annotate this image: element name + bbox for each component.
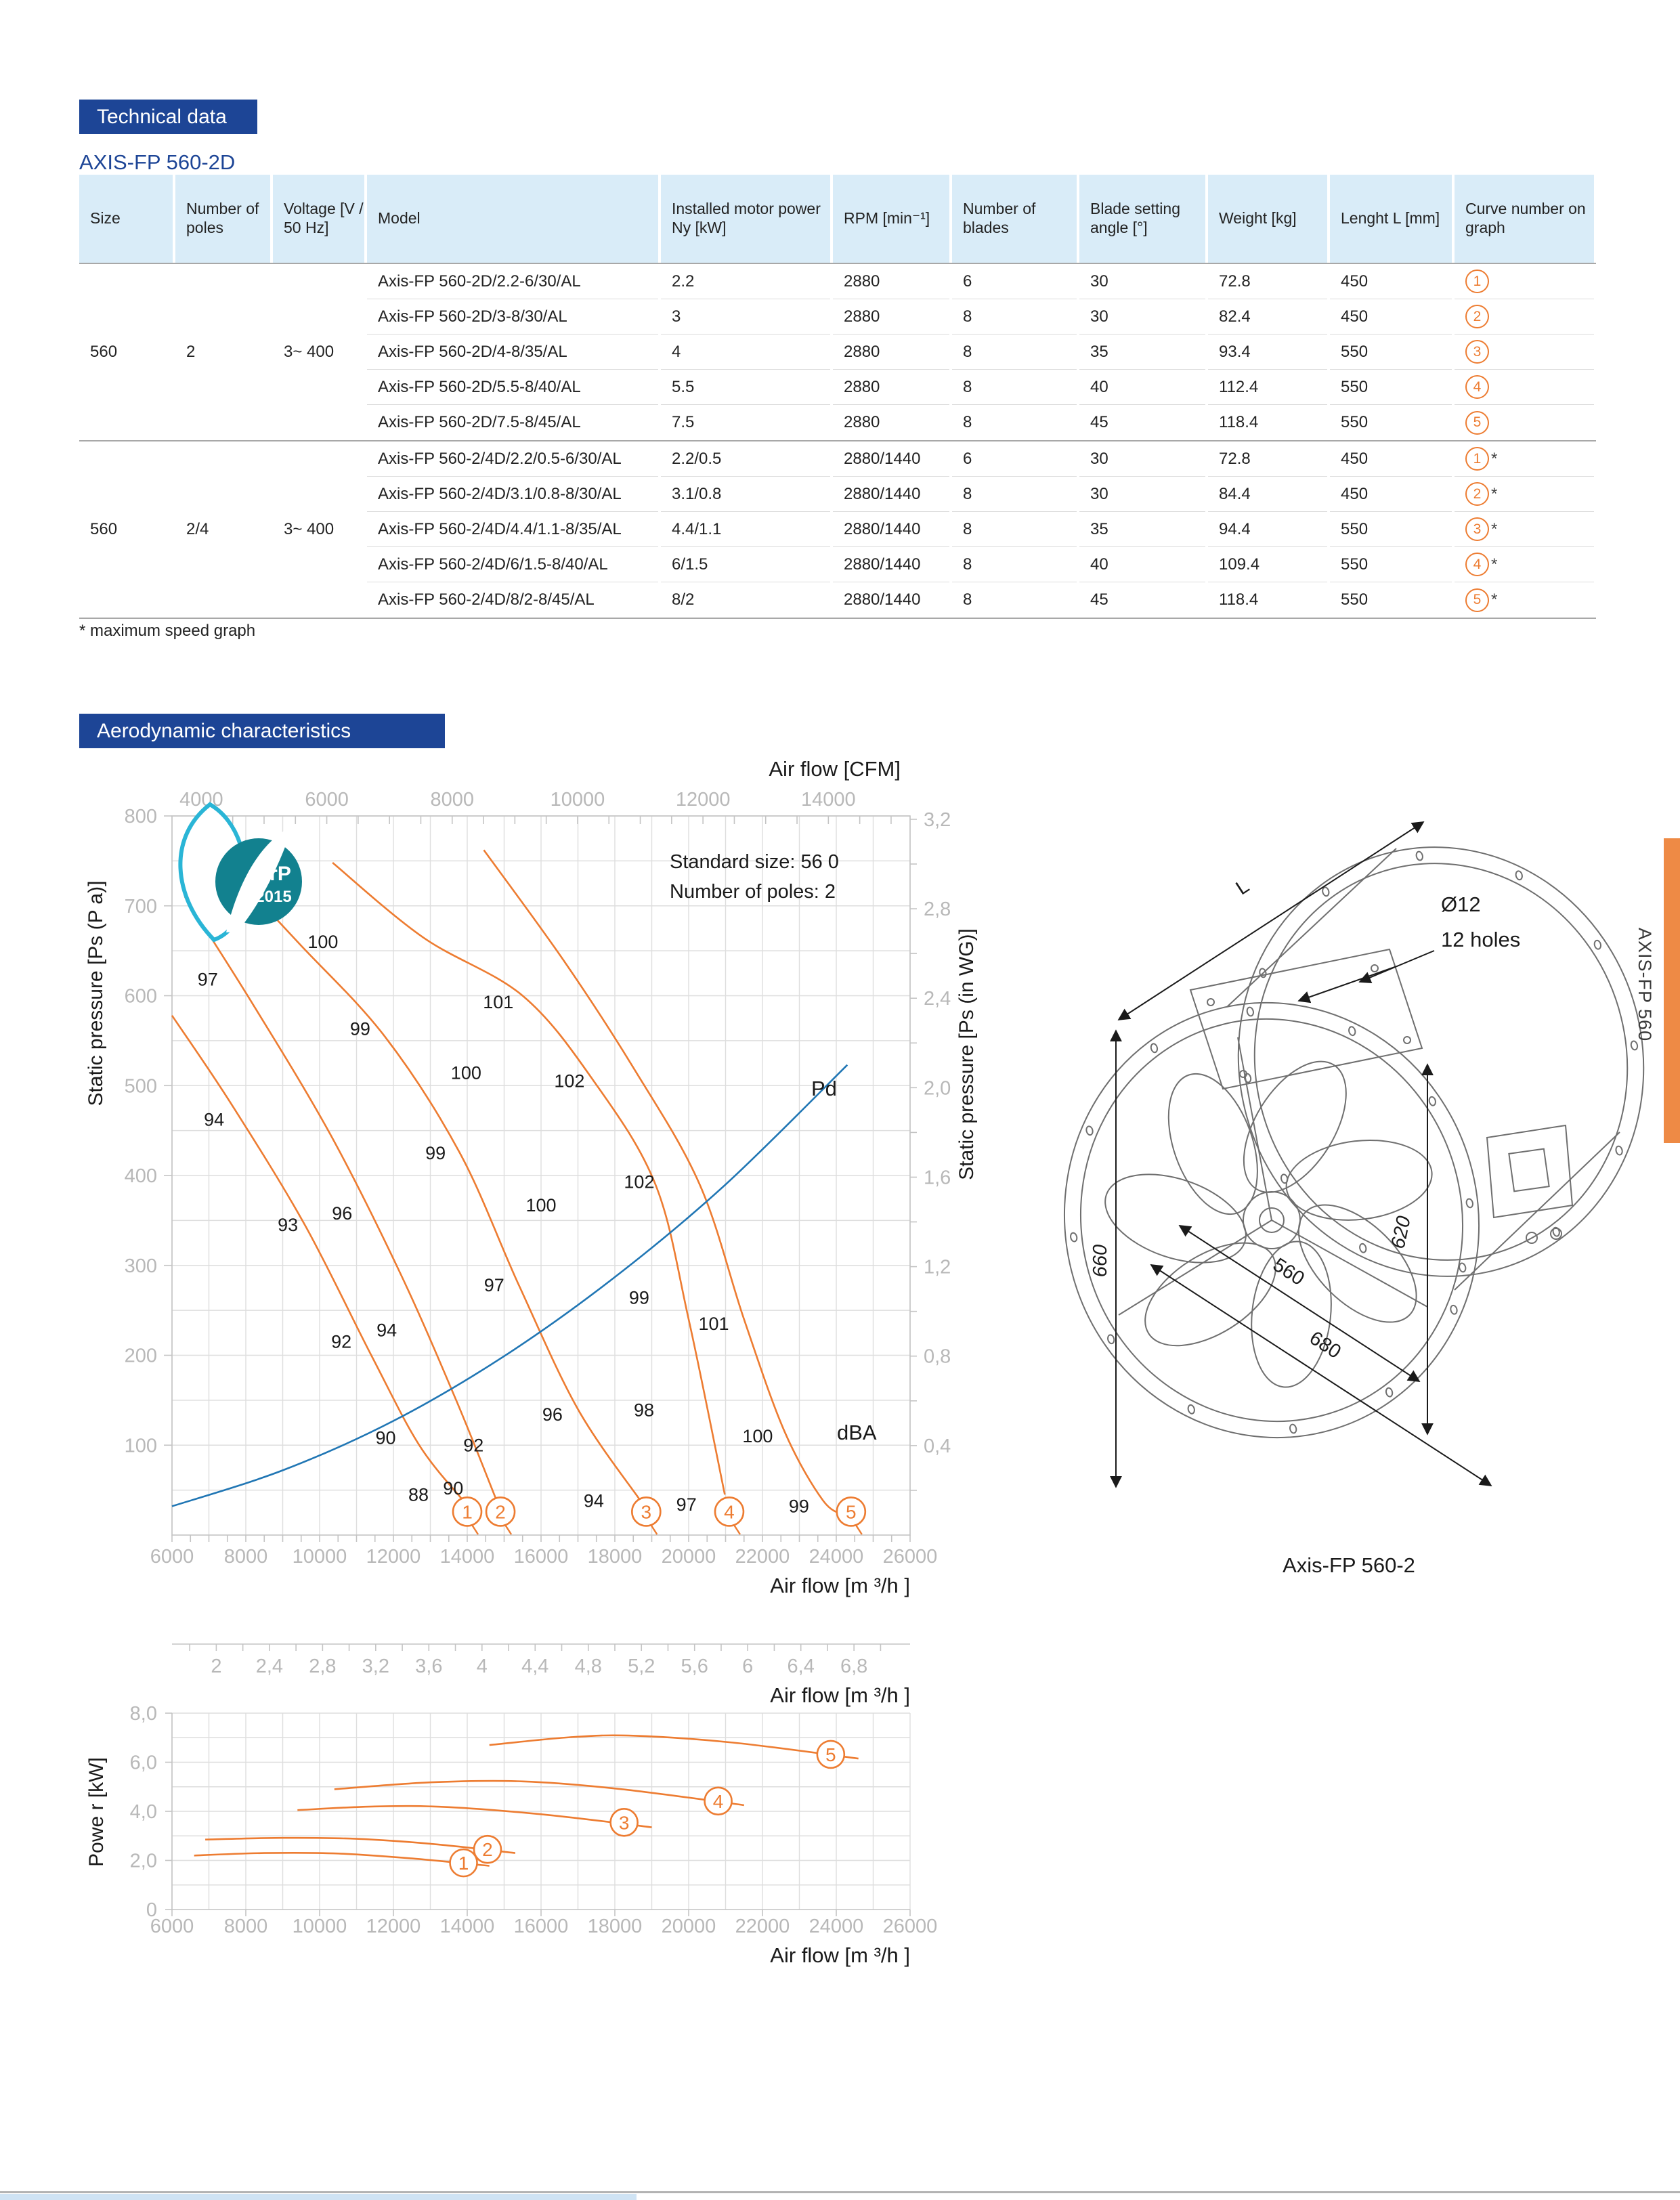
top-tick-label: 12000 — [675, 789, 731, 811]
curve-number-badge: 4 — [1465, 375, 1489, 399]
bolt-hole — [1428, 1096, 1436, 1106]
noise-level-label: 90 — [375, 1427, 396, 1448]
cell-curve-number — [1455, 370, 1594, 405]
cell-length: 450 — [1330, 441, 1452, 477]
dim-560-label: 560 — [1268, 1253, 1308, 1291]
right-axis — [910, 809, 978, 1490]
column-header: Number of poles — [175, 175, 270, 263]
max-speed-asterisk: * — [1491, 590, 1498, 609]
terminal-box — [1487, 1125, 1572, 1217]
curve-5 — [484, 850, 847, 1515]
cell-weight: 109.4 — [1208, 547, 1327, 582]
cell-weight: 84.4 — [1208, 477, 1327, 512]
cell-length: 550 — [1330, 512, 1452, 547]
cell-length: 450 — [1330, 299, 1452, 335]
bolt-hole — [1359, 1243, 1367, 1253]
bottom-tick-label: 10000 — [292, 1546, 347, 1568]
table-group — [79, 441, 1596, 619]
noise-level-label: 100 — [450, 1062, 481, 1083]
dim-l-label: L — [1232, 875, 1253, 900]
noise-level-label: 99 — [349, 1018, 370, 1039]
cell-weight: 93.4 — [1208, 335, 1327, 370]
power-ytick-label: 8,0 — [129, 1703, 157, 1725]
section-title-technical-data — [79, 100, 257, 134]
group-voltage: 3~ 400 — [284, 343, 335, 361]
group-size: 560 — [90, 520, 118, 538]
bolt-hole — [1593, 940, 1601, 950]
left-tick-label: 400 — [124, 1165, 157, 1187]
noise-level-label: 94 — [204, 1109, 225, 1130]
bolt-hole — [1150, 1043, 1158, 1053]
cell-power: 4.4/1.1 — [661, 512, 830, 547]
power-xtick-label: 12000 — [366, 1916, 421, 1937]
curve-number-badge: 3 — [1465, 517, 1489, 541]
curve-end-number: 2 — [495, 1501, 506, 1523]
cell-angle: 30 — [1079, 299, 1205, 335]
cell-curve-number — [1455, 299, 1594, 335]
cell-weight: 94.4 — [1208, 512, 1327, 547]
secondary-tick-label: 6,4 — [787, 1656, 815, 1677]
fan-blade — [1094, 1158, 1257, 1280]
cell-model: Axis-FP 560-2D/7.5-8/45/AL — [378, 413, 581, 431]
column-header: Installed motor power Ny [kW] — [661, 175, 830, 263]
cell-power: 3.1/0.8 — [661, 477, 830, 512]
noise-level-label: 100 — [525, 1194, 557, 1215]
left-tick-label: 600 — [124, 985, 157, 1008]
power-curve-4 — [335, 1781, 744, 1805]
bolt-hole — [1348, 1026, 1356, 1036]
cell-blades: 6 — [952, 264, 1077, 299]
left-axis-title: Static pressure [Ps (P a)] — [85, 880, 107, 1106]
cell-length: 550 — [1330, 335, 1452, 370]
cell-curve-number — [1455, 512, 1594, 547]
cell-angle: 35 — [1079, 335, 1205, 370]
cell-rpm: 2880 — [833, 264, 949, 299]
max-speed-asterisk: * — [1491, 449, 1498, 468]
secondary-tick-label: 4,4 — [521, 1656, 549, 1677]
cell-blades: 8 — [963, 413, 972, 431]
bolt-hole — [1246, 1007, 1254, 1017]
noise-level-label: 94 — [583, 1490, 604, 1511]
power-xtick-label: 18000 — [587, 1916, 643, 1937]
power-xtick-label: 10000 — [292, 1916, 347, 1937]
cell-curve-number — [1455, 264, 1594, 299]
power-xtick-label: 22000 — [735, 1916, 790, 1937]
noise-level-label: 99 — [425, 1142, 446, 1163]
cell-model: Axis-FP 560-2D/3-8/30/AL — [367, 299, 658, 335]
footer-rule — [0, 2191, 1680, 2193]
dimension-labels — [1090, 876, 1520, 1577]
fan-dimensional-drawing — [1056, 799, 1639, 1598]
right-tick-label: 2,8 — [924, 899, 951, 921]
secondary-tick-label: 6 — [742, 1656, 754, 1677]
cell-model: Axis-FP 560-2/4D/4.4/1.1-8/35/AL — [367, 512, 658, 547]
secondary-tick-label: 4,8 — [574, 1656, 602, 1677]
section-title-text: Technical data — [97, 105, 227, 128]
max-speed-asterisk: * — [1491, 519, 1498, 538]
cell-curve-number — [1455, 441, 1594, 477]
cell-rpm: 2880 — [833, 370, 949, 405]
table-footnote: * maximum speed graph — [79, 622, 256, 640]
power-curve-number: 4 — [712, 1790, 724, 1812]
left-tick-label: 200 — [124, 1345, 157, 1367]
bolt-hole — [1615, 1146, 1623, 1156]
noise-level-label: 100 — [307, 931, 339, 952]
cell-length: 550 — [1341, 590, 1369, 609]
bolt-hole — [1322, 886, 1330, 897]
table-body — [79, 263, 1596, 619]
section-title-aerodynamic — [79, 714, 445, 748]
column-header: Number of blades — [952, 175, 1077, 263]
cell-rpm: 2880 — [833, 299, 949, 335]
curve-number-badge: 5 — [1465, 588, 1489, 612]
power-ytick-label: 2,0 — [129, 1850, 157, 1872]
cell-blades: 8 — [952, 512, 1077, 547]
cell-angle: 30 — [1079, 477, 1205, 512]
power-yaxis-title: Powe r [kW] — [85, 1757, 108, 1867]
curve-number-badge: 2 — [1465, 305, 1489, 328]
curve-end-number: 4 — [724, 1501, 735, 1523]
cell-blades: 8 — [952, 370, 1077, 405]
secondary-axis-title: Air flow [m ³/h ] — [770, 1683, 910, 1707]
bolt-hole — [1450, 1305, 1458, 1315]
cell-weight: 72.8 — [1208, 264, 1327, 299]
secondary-tick-label: 5,6 — [681, 1656, 708, 1677]
cell-angle: 35 — [1079, 512, 1205, 547]
cell-power: 4 — [661, 335, 830, 370]
curve-end-number: 1 — [462, 1501, 473, 1523]
group-poles: 2/4 — [186, 520, 209, 538]
bottom-tick-label: 6000 — [150, 1546, 194, 1568]
cell-length: 450 — [1330, 264, 1452, 299]
column-header: RPM [min⁻¹] — [833, 175, 949, 263]
dba-label: dBA — [837, 1421, 877, 1444]
bottom-tick-label: 12000 — [366, 1546, 421, 1568]
bottom-tick-label: 8000 — [223, 1546, 268, 1568]
technical-data-table — [79, 175, 1596, 619]
top-axis-cfm — [179, 757, 901, 824]
cell-rpm: 2880/1440 — [844, 590, 921, 609]
column-header: Curve number on graph — [1455, 175, 1594, 263]
bolt-hole — [1415, 851, 1423, 861]
cell-angle: 45 — [1090, 590, 1108, 609]
cell-blades: 8 — [952, 335, 1077, 370]
noise-level-label: 101 — [483, 991, 514, 1012]
cell-angle: 30 — [1079, 264, 1205, 299]
power-xtick-label: 16000 — [513, 1916, 569, 1937]
fan-blade — [1278, 1184, 1437, 1343]
noise-level-label: 101 — [698, 1314, 729, 1335]
cell-weight: 118.4 — [1219, 590, 1259, 609]
cell-length: 550 — [1330, 547, 1452, 582]
cell-curve-number — [1455, 405, 1594, 440]
cell-model: Axis-FP 560-2/4D/3.1/0.8-8/30/AL — [367, 477, 658, 512]
column-header: Lenght L [mm] — [1330, 175, 1452, 263]
power-xtick-label: 6000 — [150, 1916, 194, 1937]
noise-level-label: 98 — [634, 1400, 655, 1421]
power-chart — [41, 1679, 1029, 1991]
secondary-tick-label: 3,2 — [362, 1656, 390, 1677]
pd-curve-label: Pd — [811, 1077, 837, 1100]
max-speed-asterisk: * — [1491, 484, 1498, 503]
noise-level-label: 90 — [443, 1478, 464, 1498]
curve-number-badge: 4 — [1465, 553, 1489, 576]
cell-angle: 40 — [1079, 547, 1205, 582]
secondary-tick-label: 2,4 — [255, 1656, 284, 1677]
noise-level-label: 92 — [331, 1331, 352, 1352]
cell-weight: 72.8 — [1208, 441, 1327, 477]
curve-number-badge: 5 — [1465, 411, 1489, 435]
power-curve-3 — [297, 1806, 651, 1827]
power-xtick-label: 14000 — [439, 1916, 495, 1937]
right-tick-label: 3,2 — [924, 808, 951, 831]
curve-end-number: 5 — [846, 1501, 857, 1523]
cell-power: 2.2 — [661, 264, 830, 299]
right-tick-label: 1,2 — [924, 1256, 951, 1278]
cell-rpm: 2880/1440 — [833, 441, 949, 477]
cell-blades: 8 — [952, 477, 1077, 512]
noise-level-label: 92 — [463, 1435, 484, 1456]
bottom-tick-label: 22000 — [735, 1546, 790, 1568]
cell-length: 550 — [1330, 370, 1452, 405]
cell-rpm: 2880/1440 — [833, 512, 949, 547]
bolt-hole — [1465, 1198, 1473, 1208]
bottom-tick-label: 14000 — [439, 1546, 495, 1568]
standard-size-note: Standard size: 56 0 — [670, 851, 839, 873]
bottom-tick-label: 26000 — [882, 1546, 938, 1568]
bolt-hole — [1385, 1387, 1394, 1398]
cell-power: 3 — [661, 299, 830, 335]
top-tick-label: 14000 — [801, 789, 856, 811]
table-group — [79, 264, 1596, 441]
right-tick-label: 0,8 — [924, 1345, 951, 1368]
cell-blades: 8 — [952, 547, 1077, 582]
max-speed-asterisk: * — [1491, 555, 1498, 574]
holes-label: 12 holes — [1441, 928, 1521, 951]
left-tick-label: 100 — [124, 1435, 157, 1457]
left-tick-label: 500 — [124, 1075, 157, 1098]
secondary-tick-label: 6,8 — [840, 1656, 868, 1677]
cell-angle: 40 — [1079, 370, 1205, 405]
erp-text: ErP — [256, 863, 291, 885]
cell-blades: 8 — [963, 590, 972, 609]
cell-weight: 82.4 — [1208, 299, 1327, 335]
noise-level-label: 97 — [483, 1274, 504, 1295]
column-header: Size — [79, 175, 173, 263]
cell-weight: 112.4 — [1208, 370, 1327, 405]
power-ytick-label: 0 — [146, 1899, 157, 1921]
noise-level-label: 96 — [542, 1404, 563, 1425]
noise-level-label: 88 — [408, 1484, 429, 1505]
power-ytick-label: 4,0 — [129, 1801, 157, 1823]
bottom-tick-label: 16000 — [513, 1546, 569, 1568]
cell-length: 550 — [1341, 413, 1369, 431]
cell-rpm: 2880 — [833, 335, 949, 370]
cell-curve-number — [1455, 335, 1594, 370]
curve-number-badge: 1 — [1465, 447, 1489, 471]
column-header: Model — [367, 175, 658, 263]
cell-curve-number — [1455, 582, 1594, 618]
curve-number-badge: 1 — [1465, 269, 1489, 293]
dimension-lines — [1116, 822, 1491, 1487]
right-tick-label: 1,6 — [924, 1167, 951, 1189]
left-axis — [85, 806, 172, 1457]
cell-angle: 30 — [1079, 441, 1205, 477]
noise-level-label: 94 — [376, 1320, 397, 1341]
cell-rpm: 2880/1440 — [833, 477, 949, 512]
cell-power: 7.5 — [672, 413, 695, 431]
bolt-hole — [1515, 870, 1523, 880]
power-curve-number: 1 — [458, 1853, 469, 1874]
bolt-hole — [1187, 1404, 1195, 1415]
power-xtick-label: 24000 — [809, 1916, 864, 1937]
erp-year-text: 2015 — [255, 888, 292, 906]
model-subtitle: AXIS-FP 560-2D — [79, 150, 236, 174]
power-curve-5 — [490, 1735, 859, 1759]
power-ytick-label: 6,0 — [129, 1752, 157, 1774]
right-axis-title: Static pressure [Ps (in WG)] — [955, 928, 978, 1180]
curve-1 — [172, 1016, 464, 1501]
noise-level-label: 96 — [332, 1203, 353, 1224]
noise-level-label: 100 — [742, 1425, 773, 1446]
cell-length: 450 — [1330, 477, 1452, 512]
section-title-text: Aerodynamic characteristics — [97, 719, 351, 742]
right-tick-label: 2,0 — [924, 1077, 951, 1100]
top-tick-label: 6000 — [305, 789, 349, 811]
column-header: Blade setting angle [°] — [1079, 175, 1205, 263]
cell-model: Axis-FP 560-2/4D/2.2/0.5-6/30/AL — [367, 441, 658, 477]
group-size: 560 — [90, 343, 118, 361]
noise-level-label: 93 — [278, 1215, 299, 1236]
left-tick-label: 300 — [124, 1255, 157, 1277]
drawing-caption: Axis-FP 560-2 — [1283, 1553, 1415, 1577]
power-xtick-label: 8000 — [223, 1916, 268, 1937]
power-curve-number: 2 — [482, 1839, 493, 1861]
page-edge-series-label: AXIS-FP 560 — [1635, 928, 1655, 1042]
chart-grid — [172, 816, 910, 1535]
cell-weight: 118.4 — [1219, 413, 1259, 431]
power-xtick-label: 26000 — [882, 1916, 938, 1937]
bolt-hole — [1070, 1232, 1078, 1243]
dim-680-label: 680 — [1305, 1327, 1345, 1364]
cell-curve-number — [1455, 547, 1594, 582]
noise-level-label: 97 — [197, 969, 218, 990]
column-header: Weight [kg] — [1208, 175, 1327, 263]
cell-angle: 45 — [1090, 413, 1108, 431]
secondary-tick-label: 3,6 — [415, 1656, 443, 1677]
noise-level-label: 99 — [628, 1287, 649, 1308]
bottom-tick-label: 24000 — [809, 1546, 864, 1568]
cell-model: Axis-FP 560-2D/4-8/35/AL — [367, 335, 658, 370]
cell-power: 8/2 — [672, 590, 695, 609]
top-tick-label: 4000 — [179, 789, 223, 811]
cell-power: 2.2/0.5 — [661, 441, 830, 477]
top-tick-label: 10000 — [550, 789, 605, 811]
cell-model: Axis-FP 560-2D/2.2-6/30/AL — [367, 264, 658, 299]
secondary-tick-label: 4 — [476, 1656, 488, 1677]
aerodynamic-chart — [41, 745, 1029, 1713]
cell-curve-number — [1455, 477, 1594, 512]
power-curve-number: 5 — [825, 1744, 836, 1765]
cell-power: 6/1.5 — [661, 547, 830, 582]
top-tick-label: 8000 — [430, 789, 475, 811]
power-xtick-label: 20000 — [661, 1916, 716, 1937]
top-axis-title: Air flow [CFM] — [769, 757, 901, 781]
curve-number-badge: 2 — [1465, 482, 1489, 506]
cell-power: 5.5 — [661, 370, 830, 405]
secondary-tick-label: 2,8 — [309, 1656, 337, 1677]
dia-12-label: Ø12 — [1441, 892, 1481, 916]
right-tick-label: 2,4 — [924, 988, 951, 1010]
cell-rpm: 2880 — [844, 413, 880, 431]
power-xaxis-title: Air flow [m ³/h ] — [770, 1943, 910, 1967]
left-tick-label: 700 — [124, 895, 157, 918]
fan-blade — [1223, 1044, 1367, 1210]
cell-model: Axis-FP 560-2/4D/8/2-8/45/AL — [378, 590, 595, 609]
bottom-tick-label: 18000 — [587, 1546, 643, 1568]
erp-2015-logo — [180, 804, 302, 940]
noise-level-label: 97 — [676, 1494, 697, 1515]
noise-level-label: 102 — [554, 1071, 585, 1092]
bottom-axis — [150, 1535, 938, 1597]
cell-model: Axis-FP 560-2D/5.5-8/40/AL — [367, 370, 658, 405]
cell-model: Axis-FP 560-2/4D/6/1.5-8/40/AL — [367, 547, 658, 582]
dim-660-label: 660 — [1090, 1244, 1111, 1278]
left-tick-label: 800 — [124, 806, 157, 827]
cell-blades: 8 — [952, 299, 1077, 335]
page-edge-orange-bar — [1664, 838, 1680, 1143]
bottom-axis-title: Air flow [m ³/h ] — [770, 1574, 910, 1597]
noise-level-label: 102 — [624, 1171, 655, 1192]
bolt-hole — [1085, 1125, 1094, 1136]
group-voltage: 3~ 400 — [284, 520, 335, 538]
group-poles: 2 — [186, 343, 196, 361]
table-header-row — [79, 175, 1596, 263]
power-curve-1 — [194, 1853, 490, 1865]
curve-number-badge: 3 — [1465, 340, 1489, 364]
secondary-tick-label: 2 — [211, 1656, 222, 1677]
right-tick-label: 0,4 — [924, 1435, 951, 1457]
secondary-tick-label: 5,2 — [628, 1656, 655, 1677]
bottom-tick-label: 20000 — [661, 1546, 716, 1568]
column-header: Voltage [V / 50 Hz] — [273, 175, 364, 263]
dim-620-label: 620 — [1387, 1214, 1415, 1251]
power-curve-number: 3 — [618, 1812, 630, 1834]
bolt-hole — [1107, 1334, 1115, 1344]
curve-end-number: 3 — [641, 1501, 652, 1523]
noise-level-label: 99 — [788, 1496, 809, 1517]
bolt-hole — [1289, 1424, 1297, 1434]
poles-note: Number of poles: 2 — [670, 881, 836, 903]
cell-rpm: 2880/1440 — [833, 547, 949, 582]
cell-blades: 6 — [952, 441, 1077, 477]
footer-blue-bar — [0, 2194, 637, 2200]
fan-body-drawing — [1018, 804, 1680, 1482]
